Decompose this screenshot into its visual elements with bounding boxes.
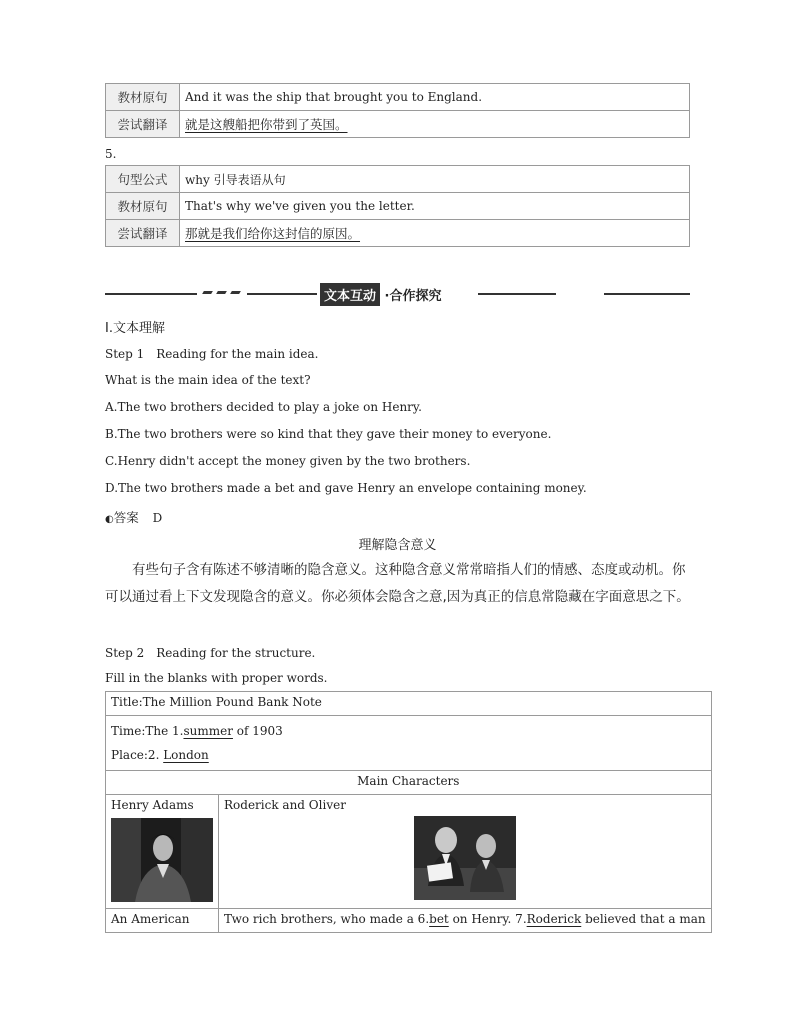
option-b: B.The two brothers were so kind that they gave their money to everyone.: [105, 427, 552, 441]
story-structure-table: [105, 691, 712, 933]
place-answer: London: [163, 748, 209, 762]
time-prefix: Time:The 1.: [111, 724, 184, 738]
henry-adams-photo: [111, 818, 213, 902]
option-a: A.The two brothers decided to play a joke on Henry.: [105, 400, 422, 414]
desc-part: on Henry. 7.: [448, 912, 527, 926]
desc-part: Two rich brothers, who made a 6.: [224, 912, 430, 926]
option-c: C.Henry didn't accept the money given by the two brothers.: [105, 454, 471, 468]
answer-line: [105, 508, 162, 526]
section-heading: Ⅰ.文本理解: [105, 321, 165, 336]
row-label: 尝试翻译: [106, 111, 180, 138]
banner-title: 合作探究: [389, 289, 442, 304]
sentence-table-5: [105, 165, 690, 247]
table-row: [106, 111, 690, 138]
desc-part: believed that a man: [581, 912, 706, 926]
option-d: D.The two brothers made a bet and gave Henry an envelope containing money.: [105, 481, 587, 495]
place-prefix: Place:2.: [111, 748, 164, 762]
sentence-pattern: why 引导表语从句: [180, 166, 690, 193]
row-label: 尝试翻译: [106, 220, 180, 247]
table-row: [106, 692, 712, 716]
character-desc: An American: [106, 909, 219, 933]
row-label: 句型公式: [106, 166, 180, 193]
answer-icon: ◐: [105, 514, 114, 525]
original-sentence: That's why we've given you the letter.: [180, 193, 690, 220]
answer-label: 答案: [113, 510, 139, 525]
blank-answer: Roderick: [526, 912, 582, 926]
banner-separator: ·: [384, 289, 390, 304]
title-cell: [106, 692, 712, 716]
table-row: [106, 795, 712, 909]
table-row: [106, 716, 712, 771]
table-row: [106, 166, 690, 193]
sentence-table-4: [105, 83, 690, 138]
time-place-cell: [106, 716, 712, 771]
instruction: Fill in the blanks with proper words.: [105, 671, 328, 685]
table-row: [106, 909, 712, 933]
row-label: 教材原句: [106, 84, 180, 111]
character-name: Henry Adams: [111, 798, 194, 812]
characters-header: Main Characters: [106, 771, 712, 795]
roderick-oliver-photo: [414, 816, 516, 900]
item-number: 5.: [105, 147, 117, 161]
tip-body: 有些句子含有陈述不够清晰的隐含意义。这种隐含意义常常暗指人们的情感、态度或动机。你可以通过看上下文发现隐含的意义。你必须体会隐含之意,因为真正的信息常隐藏在字面意思之下。: [105, 562, 690, 605]
blank-answer: bet: [429, 912, 449, 926]
table-row: [106, 84, 690, 111]
answer-value: D: [152, 511, 163, 525]
table-row: [106, 220, 690, 247]
translation-answer: 那就是我们给你这封信的原因。: [185, 226, 361, 241]
question: What is the main idea of the text?: [105, 373, 311, 387]
banner-highlight: 文本互动: [320, 283, 380, 306]
character-name: Roderick and Oliver: [224, 798, 346, 812]
row-label: 教材原句: [106, 193, 180, 220]
tip-title: 理解隐含意义: [358, 538, 437, 553]
step-heading: Step 1 Reading for the main idea.: [105, 347, 319, 361]
character-desc: [219, 909, 712, 933]
character-cell: [219, 795, 712, 909]
step-heading: Step 2 Reading for the structure.: [105, 646, 316, 660]
table-row: [106, 771, 712, 795]
translation-answer: 就是这艘船把你带到了英国。: [185, 117, 348, 132]
time-suffix: of 1903: [232, 724, 283, 738]
time-answer: summer: [183, 724, 233, 738]
table-row: [106, 193, 690, 220]
character-cell: [106, 795, 219, 909]
title-prefix: Title:: [111, 695, 143, 709]
original-sentence: And it was the ship that brought you to England.: [180, 84, 690, 111]
story-title: The Million Pound Bank Note: [142, 695, 322, 709]
